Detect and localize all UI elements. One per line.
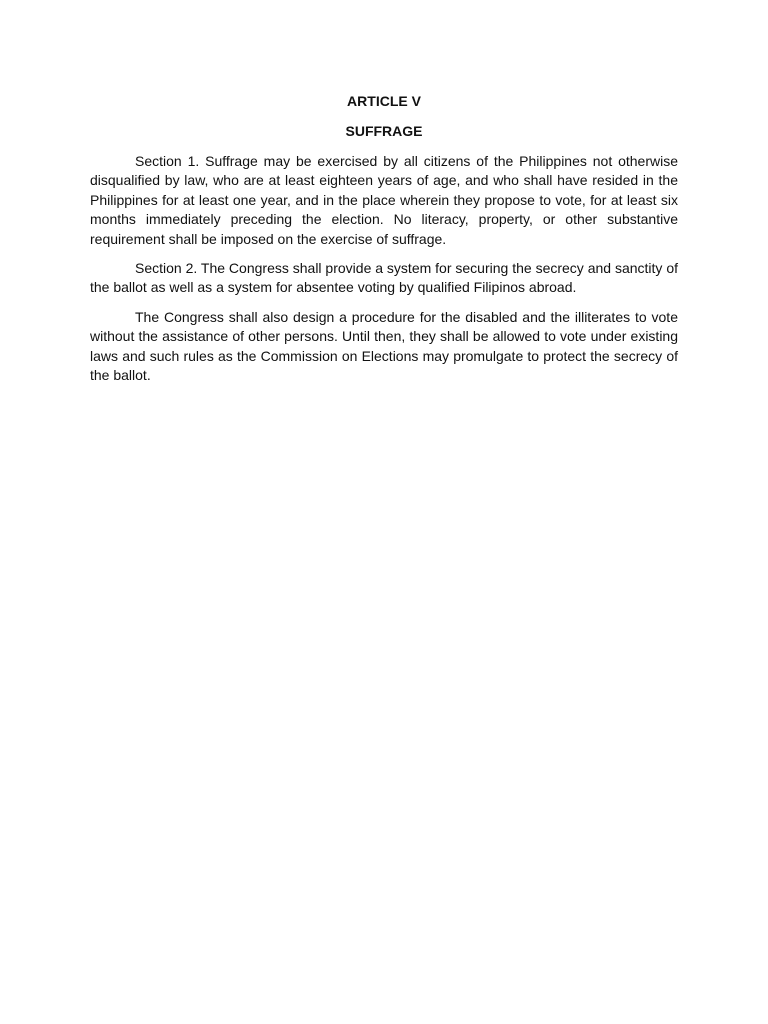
paragraph-section-2: Section 2. The Congress shall provide a system for securing the secrecy and sanctity of the ballot as well as a system for absentee voting by qualified Filipinos abroad. [90, 260, 678, 296]
article-title: ARTICLE V [347, 93, 421, 109]
paragraph-section-1: Section 1. Suffrage may be exercised by all citizens of the Philippines not otherwise disqualified by law, who are at least eighteen years of age, and who shall have resided in the Philippines for at least one year, and in the place wherein they propose to vote, for at least six months immediately preceding the election. No literacy, property, or other substantive requirement shall be imposed on the exercise of suffrage. [90, 153, 678, 247]
paragraph-section-2-continued: The Congress shall also design a procedure for the disabled and the illiterates to vote without the assistance of other persons. Until then, they shall be allowed to vote under existing laws and such rules as the Commission on Elections may promulgate to protect the secrecy of the ballot. [90, 308, 678, 384]
section-heading: SUFFRAGE [345, 123, 423, 139]
